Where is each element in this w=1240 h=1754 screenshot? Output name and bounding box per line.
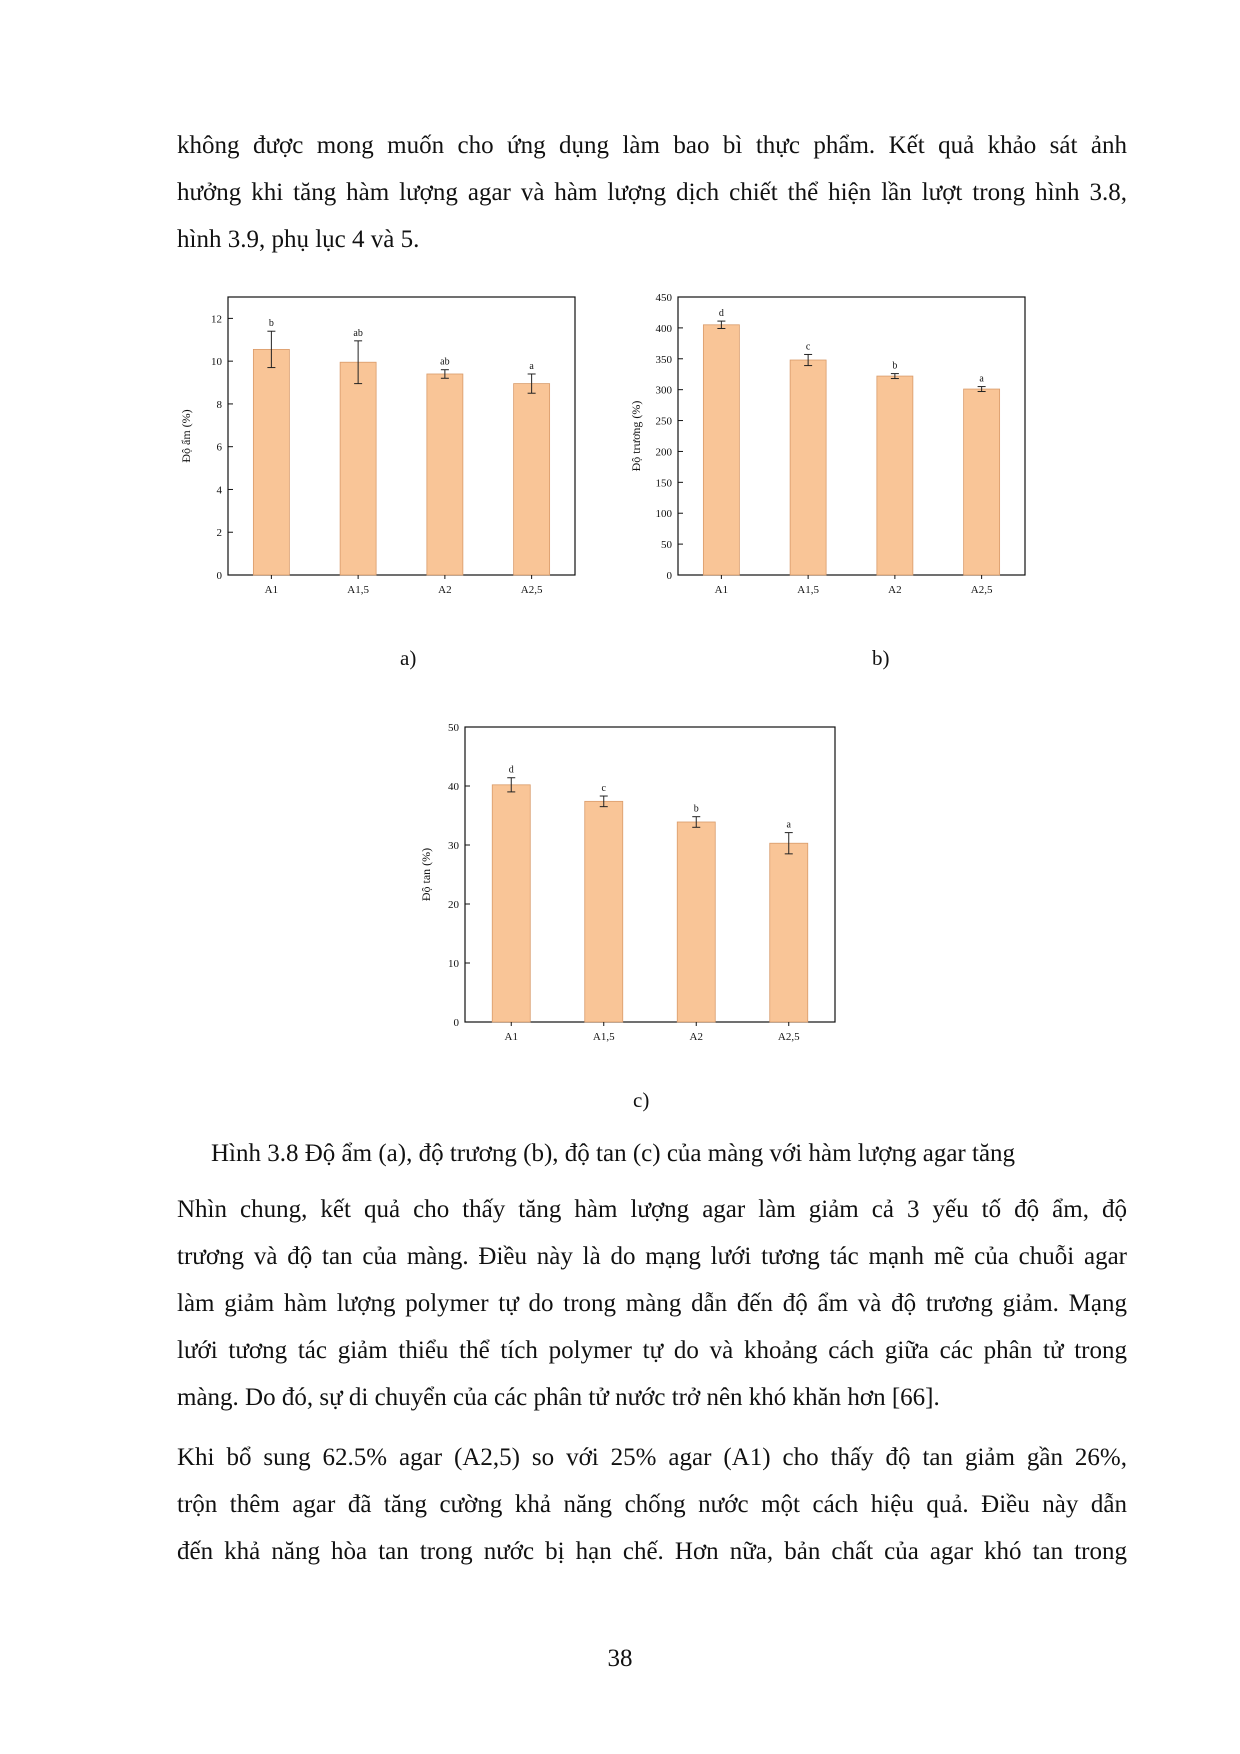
significance-letter: b [892,360,898,372]
significance-letter: b [268,318,274,330]
text-line: không được mong muốn cho ứng dụng làm bao bì thực phẩm. Kết quả khảo sát ảnh [177,132,1127,159]
significance-letter: a [529,360,534,372]
y-axis-label: Độ ẩm (%) [178,409,193,463]
y-tick-label: 400 [655,322,672,335]
significance-letter: a [786,819,791,831]
y-tick-label: 0 [453,1017,459,1029]
text-line: Khi bổ sung 62.5% agar (A2,5) so với 25% agar (A1) cho thấy độ tan giảm gần 26%, [177,1444,1127,1471]
chart-swelling [625,285,1075,630]
text-line: làm giảm hàm lượng polymer tự do trong màng dẫn đến độ ẩm và độ trương giảm. Mạng [177,1290,1127,1317]
bar-a2-5 [514,384,550,575]
y-tick-label: 40 [448,781,459,793]
y-tick-label: 50 [661,539,672,552]
x-tick-label: A1 [264,584,279,596]
y-tick-label: 350 [655,353,672,366]
y-tick-label: 10 [211,356,222,369]
y-tick-label: 4 [216,484,222,497]
x-tick-label: A2,5 [520,584,543,596]
bar-a1-5 [790,360,826,575]
bar-a1-5 [585,801,623,1022]
text-line: đến khả năng hòa tan trong nước bị hạn chế. Hơn nữa, bản chất của agar khó tan trong [177,1538,1127,1565]
significance-letter: d [508,764,514,776]
y-tick-label: 20 [448,899,459,911]
significance-letter: c [805,341,811,353]
text-line: Nhìn chung, kết quả cho thấy tăng hàm lượng agar làm giảm cả 3 yếu tố độ ẩm, độ [177,1196,1127,1223]
bar-a1 [492,785,530,1022]
x-tick-label: A2,5 [970,584,993,596]
bar-a1 [703,325,739,575]
bar-a2 [877,376,913,575]
x-tick-label: A2,5 [777,1031,800,1043]
text-line: lưới tương tác giảm thiểu thể tích polymer tự do và khoảng cách giữa các phân tử trong [177,1337,1127,1364]
bar-a2-5 [770,843,808,1022]
y-tick-label: 50 [448,722,459,734]
y-tick-label: 200 [655,446,672,459]
significance-letter: c [601,783,606,795]
y-tick-label: 250 [655,415,672,428]
x-tick-label: A1,5 [347,584,369,596]
y-tick-label: 0 [216,570,222,582]
y-tick-label: 6 [216,441,222,454]
y-tick-label: 8 [216,398,222,411]
y-tick-label: 10 [448,958,459,970]
sublabel-a: a) [400,646,417,670]
significance-letter: a [979,373,984,385]
bar-a1-5 [340,362,376,575]
x-tick-label: A1 [714,584,729,596]
text-line: hình 3.9, phụ lục 4 và 5. [177,226,420,253]
x-tick-label: A2 [438,584,452,596]
significance-letter: ab [440,356,450,368]
x-tick-label: A1,5 [797,584,819,596]
bar-a2-5 [964,389,1000,575]
significance-letter: b [693,803,699,815]
text-line: màng. Do đó, sự di chuyển của các phân tử nước trở nên khó khăn hơn [66]. [177,1384,940,1411]
paragraph-solubility [177,1434,1127,1575]
chart-solubility [415,705,885,1075]
chart-moisture [175,285,625,630]
y-tick-label: 0 [666,570,672,582]
significance-letter: ab [353,327,363,339]
x-tick-label: A1 [504,1031,518,1043]
y-tick-label: 12 [211,313,222,326]
text-line: hưởng khi tăng hàm lượng agar và hàm lượng dịch chiết thể hiện lần lượt trong hình 3.8, [177,179,1127,206]
sublabel-c: c) [633,1088,650,1112]
text-line: trộn thêm agar đã tăng cường khả năng chống nước một cách hiệu quả. Điều này dẫn [177,1491,1127,1518]
bar-a2 [677,822,715,1022]
sublabel-b: b) [872,646,890,670]
x-tick-label: A2 [888,584,902,596]
text-line: trương và độ tan của màng. Điều này là do mạng lưới tương tác mạnh mẽ của chuỗi agar [177,1243,1127,1270]
y-tick-label: 100 [655,508,672,521]
significance-letter: d [718,308,724,320]
x-tick-label: A2 [689,1031,703,1043]
y-tick-label: 300 [655,384,672,397]
y-axis-label: Độ tan (%) [418,847,433,902]
y-tick-label: 450 [655,292,672,304]
paragraph-intro [177,122,1127,263]
figure-caption: Hình 3.8 Độ ẩm (a), độ trương (b), độ tan (c) của màng với hàm lượng agar tăng [211,1140,1016,1167]
x-tick-label: A1,5 [592,1031,615,1043]
bar-a1 [253,349,289,575]
page-number: 38 [607,1645,633,1672]
y-tick-label: 150 [655,477,672,490]
y-tick-label: 2 [216,527,222,540]
y-tick-label: 30 [448,840,459,852]
bar-a2 [427,374,463,575]
paragraph-discussion [177,1186,1127,1421]
y-axis-label: Độ trương (%) [628,400,643,472]
